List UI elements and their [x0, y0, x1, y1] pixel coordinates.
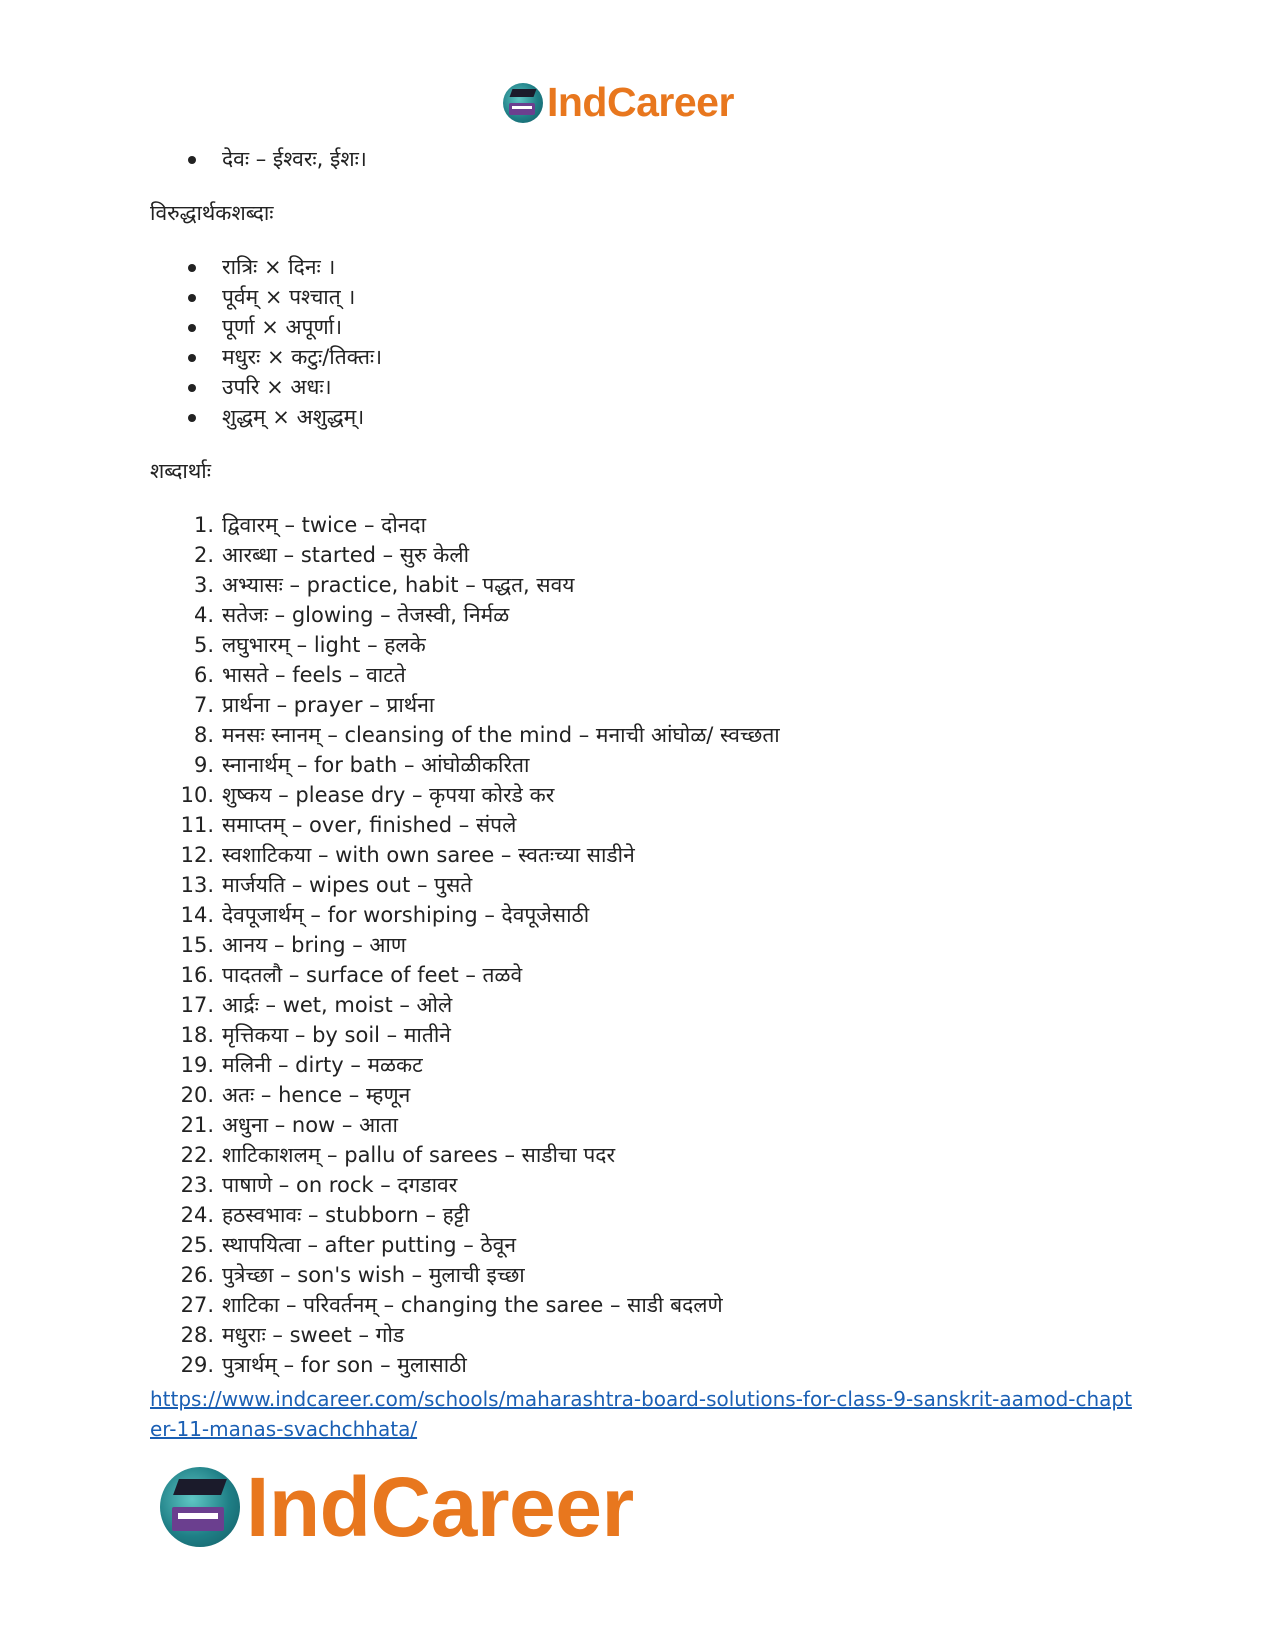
item-number: 19.: [180, 1053, 214, 1077]
item-text: भासते – feels – वाटते: [222, 663, 406, 687]
item-number: 27.: [180, 1293, 214, 1317]
list-item: [150, 1020, 1150, 1050]
list-item: [150, 870, 1150, 900]
item-number: 3.: [193, 573, 214, 597]
item-number: 26.: [180, 1263, 214, 1287]
list-item: [150, 960, 1150, 990]
list-item: उपरि × अधः।: [150, 372, 1150, 402]
list-item: शुद्धम् × अशुद्धम्।: [150, 402, 1150, 432]
item-number: 23.: [180, 1173, 214, 1197]
item-number: 28.: [180, 1323, 214, 1347]
item-number: 6.: [193, 663, 214, 687]
item-text: सतेजः – glowing – तेजस्वी, निर्मळ: [222, 603, 510, 627]
list-item: [150, 660, 1150, 690]
list-item: [150, 1050, 1150, 1080]
word-meaning-list: [150, 510, 1150, 1380]
item-number: 17.: [180, 993, 214, 1017]
item-number: 24.: [180, 1203, 214, 1227]
item-number: 15.: [180, 933, 214, 957]
item-text: स्वशाटिकया – with own saree – स्वतःच्या साडीने: [222, 843, 635, 867]
source-link[interactable]: https://www.indcareer.com/schools/maharashtra-board-solutions-for-class-9-sanskrit-aamod-chapter-11-manas-svachchhata/: [150, 1387, 1132, 1441]
synonym-list: [150, 144, 1150, 174]
list-item: [150, 1080, 1150, 1110]
item-text: आनय – bring – आण: [222, 933, 407, 957]
item-number: 25.: [180, 1233, 214, 1257]
list-item: [150, 780, 1150, 810]
footer-logo: [160, 1460, 634, 1554]
item-number: 4.: [193, 603, 214, 627]
item-text: लघुभारम् – light – हलके: [222, 633, 426, 657]
item-text: आर्द्रः – wet, moist – ओले: [222, 993, 453, 1017]
list-item: रात्रिः × दिनः ।: [150, 252, 1150, 282]
item-text: आरब्धा – started – सुरु केली: [222, 543, 470, 567]
list-item: पूर्णा × अपूर्णा।: [150, 312, 1150, 342]
list-item: देवः – ईश्वरः, ईशः।: [150, 144, 1150, 174]
item-number: 22.: [180, 1143, 214, 1167]
logo-wordmark: IndCareer: [246, 1460, 634, 1554]
item-text: प्रार्थना – prayer – प्रार्थना: [222, 693, 435, 717]
graduation-cap-book-icon: [160, 1467, 240, 1547]
antonyms-heading: विरुद्धार्थकशब्दाः: [150, 201, 274, 225]
list-item: [150, 840, 1150, 870]
item-text: पादतलौ – surface of feet – तळवे: [222, 963, 523, 987]
list-item: [150, 810, 1150, 840]
item-text: पाषाणे – on rock – दगडावर: [222, 1173, 458, 1197]
list-item: पूर्वम् × पश्चात् ।: [150, 282, 1150, 312]
header-logo: [503, 79, 734, 125]
item-text: शाटिकाशलम् – pallu of sarees – साडीचा पदर: [222, 1143, 616, 1167]
list-item: [150, 1170, 1150, 1200]
list-item: [150, 510, 1150, 540]
item-number: 14.: [180, 903, 214, 927]
list-item: [150, 1260, 1150, 1290]
list-item: [150, 1140, 1150, 1170]
list-item: [150, 600, 1150, 630]
item-number: 8.: [193, 723, 214, 747]
item-text: स्थापयित्वा – after putting – ठेवून: [222, 1233, 517, 1257]
list-item: [150, 690, 1150, 720]
list-item: [150, 930, 1150, 960]
item-number: 11.: [180, 813, 214, 837]
item-text: मृत्तिकया – by soil – मातीने: [222, 1023, 451, 1047]
item-text: स्नानार्थम् – for bath – आंघोळीकरिता: [222, 753, 530, 777]
list-item: [150, 1320, 1150, 1350]
item-text: अधुना – now – आता: [222, 1113, 398, 1137]
document-body: [150, 144, 1150, 1380]
item-text: मनसः स्नानम् – cleansing of the mind – मनाची आंघोळ/ स्वच्छता: [222, 723, 780, 747]
item-number: 9.: [193, 753, 214, 777]
list-item: [150, 900, 1150, 930]
list-item: [150, 1110, 1150, 1140]
item-text: पुत्रेच्छा – son's wish – मुलाची इच्छा: [222, 1263, 525, 1287]
item-text: मलिनी – dirty – मळकट: [222, 1053, 423, 1077]
item-text: अतः – hence – म्हणून: [222, 1083, 411, 1107]
list-item: [150, 1290, 1150, 1320]
item-text: पुत्रार्थम् – for son – मुलासाठी: [222, 1353, 467, 1377]
item-number: 7.: [193, 693, 214, 717]
item-number: 21.: [180, 1113, 214, 1137]
antonym-list: [150, 252, 1150, 432]
list-item: [150, 540, 1150, 570]
list-item: [150, 750, 1150, 780]
item-number: 20.: [180, 1083, 214, 1107]
item-text: अभ्यासः – practice, habit – पद्धत, सवय: [222, 573, 575, 597]
list-item: [150, 570, 1150, 600]
list-item: [150, 1230, 1150, 1260]
list-item: [150, 720, 1150, 750]
logo-wordmark: IndCareer: [547, 79, 734, 125]
item-number: 13.: [180, 873, 214, 897]
list-item: [150, 1200, 1150, 1230]
graduation-cap-book-icon: [503, 83, 543, 123]
item-number: 29.: [180, 1353, 214, 1377]
item-number: 12.: [180, 843, 214, 867]
item-text: द्विवारम् – twice – दोनदा: [222, 513, 427, 537]
item-number: 2.: [193, 543, 214, 567]
item-number: 1.: [193, 513, 214, 537]
list-item: मधुरः × कटुः/तिक्तः।: [150, 342, 1150, 372]
meanings-heading: शब्दार्थाः: [150, 459, 211, 483]
item-number: 18.: [180, 1023, 214, 1047]
item-text: शुष्कय – please dry – कृपया कोरडे कर: [222, 783, 555, 807]
item-text: हठस्वभावः – stubborn – हट्टी: [222, 1203, 470, 1227]
list-item: [150, 630, 1150, 660]
item-text: मार्जयति – wipes out – पुसते: [222, 873, 473, 897]
item-text: शाटिका – परिवर्तनम् – changing the saree – साडी बदलणे: [222, 1293, 723, 1317]
item-number: 5.: [193, 633, 214, 657]
item-number: 16.: [180, 963, 214, 987]
item-text: मधुराः – sweet – गोड: [222, 1323, 405, 1347]
item-number: 10.: [180, 783, 214, 807]
item-text: समाप्तम् – over, finished – संपले: [222, 813, 517, 837]
list-item: [150, 1350, 1150, 1380]
item-text: देवपूजार्थम् – for worshiping – देवपूजेसाठी: [222, 903, 590, 927]
list-item: [150, 990, 1150, 1020]
